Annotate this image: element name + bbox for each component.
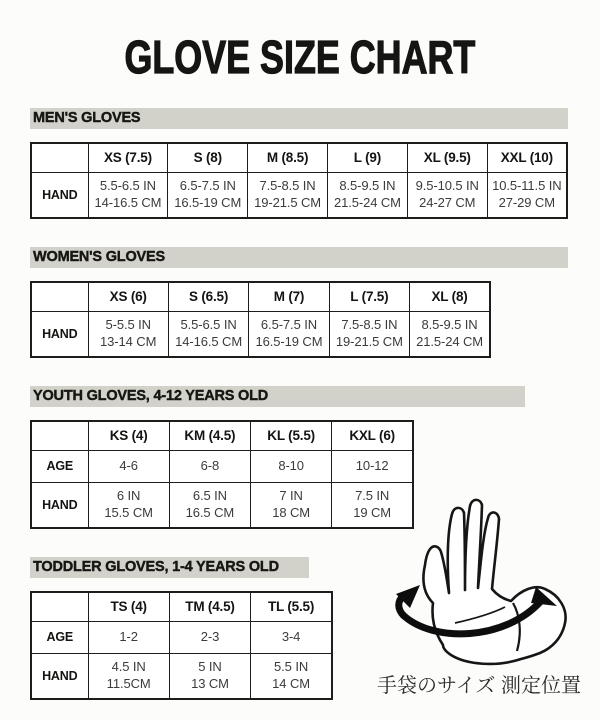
cell-line: 10-12 xyxy=(355,457,389,473)
column-header: S (6.5) xyxy=(168,282,248,311)
section-heading-mens: MEN'S GLOVES xyxy=(30,108,568,129)
cell-line: 16.5-19 CM xyxy=(255,333,323,349)
cell-line: 21.5-24 CM xyxy=(416,333,483,349)
column-header: M (7) xyxy=(249,282,329,311)
measurement-caption: 手袋のサイズ 測定位置 xyxy=(377,675,581,697)
size-cell xyxy=(169,482,250,528)
size-cell xyxy=(168,311,248,357)
cell-line: 6.5-7.5 IN xyxy=(260,317,318,333)
size-cell xyxy=(407,172,487,218)
section-heading-youth: YOUTH GLOVES, 4-12 YEARS OLD xyxy=(30,386,525,407)
cell-line: 24-27 CM xyxy=(419,194,476,210)
size-cell xyxy=(88,172,168,218)
size-cell xyxy=(332,450,413,482)
column-header: L (7.5) xyxy=(329,282,409,311)
row-label: HAND xyxy=(31,653,88,699)
cell-line: 5.5-6.5 IN xyxy=(180,317,237,333)
cell-line: 14 CM xyxy=(272,675,310,691)
size-cell xyxy=(249,311,329,357)
column-header: TM (4.5) xyxy=(169,592,250,621)
size-cell xyxy=(487,172,567,218)
size-cell xyxy=(327,172,407,218)
cell-line: 8-10 xyxy=(278,457,304,473)
table-row-hand xyxy=(31,311,490,357)
cell-line: 7.5-8.5 IN xyxy=(259,178,316,194)
table-row-hand xyxy=(31,172,567,218)
size-cell xyxy=(169,450,250,482)
cell-line: 21.5-24 CM xyxy=(333,194,401,210)
cell-line: 7.5-8.5 IN xyxy=(341,317,398,333)
row-label: HAND xyxy=(31,311,88,357)
cell-line: 8.5-9.5 IN xyxy=(421,317,478,333)
cell-line: 6.5 IN xyxy=(192,488,227,504)
size-cell xyxy=(251,653,332,699)
cell-line: 4.5 IN xyxy=(111,659,146,675)
column-header: XS (7.5) xyxy=(88,143,168,172)
size-cell xyxy=(169,653,250,699)
cell-line: 1-2 xyxy=(119,628,138,644)
size-cell xyxy=(168,172,248,218)
cell-line: 3-4 xyxy=(281,628,301,644)
cell-line: 7.5 IN xyxy=(355,488,390,504)
corner-cell xyxy=(31,143,88,172)
size-table-toddler xyxy=(30,591,333,700)
cell-line: 14-16.5 CM xyxy=(175,333,243,349)
size-table-mens xyxy=(30,142,568,219)
size-cell xyxy=(410,311,490,357)
column-header: XL (9.5) xyxy=(407,143,487,172)
cell-line: 19 CM xyxy=(353,504,392,520)
cell-line: 2-3 xyxy=(200,628,220,644)
cell-line: 15.5 CM xyxy=(104,504,153,520)
size-cell xyxy=(251,482,332,528)
cell-line: 13 CM xyxy=(191,675,229,691)
table-row-age xyxy=(31,621,332,653)
cell-line: 16.5 CM xyxy=(185,504,235,520)
size-cell xyxy=(88,311,168,357)
hand-measurement-illustration xyxy=(373,495,585,705)
size-cell xyxy=(251,450,332,482)
cell-line: 18 CM xyxy=(272,504,311,520)
cell-line: 16.5-19 CM xyxy=(174,194,242,210)
header-row xyxy=(31,143,567,172)
size-cell xyxy=(248,172,328,218)
cell-line: 5.5-6.5 IN xyxy=(99,178,156,194)
corner-cell xyxy=(31,592,88,621)
cell-line: 11.5CM xyxy=(106,675,151,691)
column-header: KS (4) xyxy=(88,421,169,450)
row-label: AGE xyxy=(31,621,88,653)
cell-line: 19-21.5 CM xyxy=(254,194,322,210)
column-header: XS (6) xyxy=(88,282,168,311)
size-table-youth xyxy=(30,420,414,529)
corner-cell xyxy=(31,282,88,311)
cell-line: 5 IN xyxy=(198,659,222,675)
header-row xyxy=(31,592,332,621)
column-header: TL (5.5) xyxy=(251,592,332,621)
header-row xyxy=(31,282,490,311)
hand-with-measuring-band-icon xyxy=(373,495,585,667)
cell-line: 8.5-9.5 IN xyxy=(339,178,396,194)
cell-line: 4-6 xyxy=(119,457,138,473)
page-title: GLOVE SIZE CHART xyxy=(124,31,476,83)
cell-line: 10.5-11.5 IN xyxy=(492,178,562,194)
cell-line: 5-5.5 IN xyxy=(105,317,151,333)
cell-line: 9.5-10.5 IN xyxy=(415,178,479,194)
cell-line: 7 IN xyxy=(279,488,303,504)
column-header: XXL (10) xyxy=(487,143,567,172)
column-header: KL (5.5) xyxy=(251,421,332,450)
row-label: HAND xyxy=(31,482,88,528)
column-header: S (8) xyxy=(168,143,248,172)
cell-line: 19-21.5 CM xyxy=(335,333,403,349)
section-heading-toddler: TODDLER GLOVES, 1-4 YEARS OLD xyxy=(30,557,309,578)
cell-line: 27-29 CM xyxy=(498,194,555,210)
column-header: KM (4.5) xyxy=(169,421,250,450)
cell-line: 13-14 CM xyxy=(100,333,157,349)
column-header: L (9) xyxy=(327,143,407,172)
size-cell xyxy=(88,450,169,482)
header-row xyxy=(31,421,413,450)
size-cell xyxy=(88,482,169,528)
size-cell xyxy=(329,311,409,357)
size-cell xyxy=(251,621,332,653)
column-header: TS (4) xyxy=(88,592,169,621)
cell-line: 6 IN xyxy=(116,488,141,504)
table-row-age xyxy=(31,450,413,482)
column-header: XL (8) xyxy=(410,282,490,311)
corner-cell xyxy=(31,421,88,450)
size-cell xyxy=(169,621,250,653)
cell-line: 6.5-7.5 IN xyxy=(179,178,236,194)
size-cell xyxy=(88,621,169,653)
table-row-hand xyxy=(31,482,413,528)
cell-line: 5.5 IN xyxy=(274,659,309,675)
cell-line: 14-16.5 CM xyxy=(94,194,162,210)
title-area xyxy=(0,31,600,83)
size-cell xyxy=(88,653,169,699)
section-heading-womens: WOMEN'S GLOVES xyxy=(30,247,568,268)
row-label: HAND xyxy=(31,172,88,218)
cell-line: 6-8 xyxy=(200,457,220,473)
table-row-hand xyxy=(31,653,332,699)
row-label: AGE xyxy=(31,450,88,482)
column-header: KXL (6) xyxy=(332,421,413,450)
size-table-womens xyxy=(30,281,491,358)
column-header: M (8.5) xyxy=(248,143,328,172)
hand-outline xyxy=(423,500,565,664)
